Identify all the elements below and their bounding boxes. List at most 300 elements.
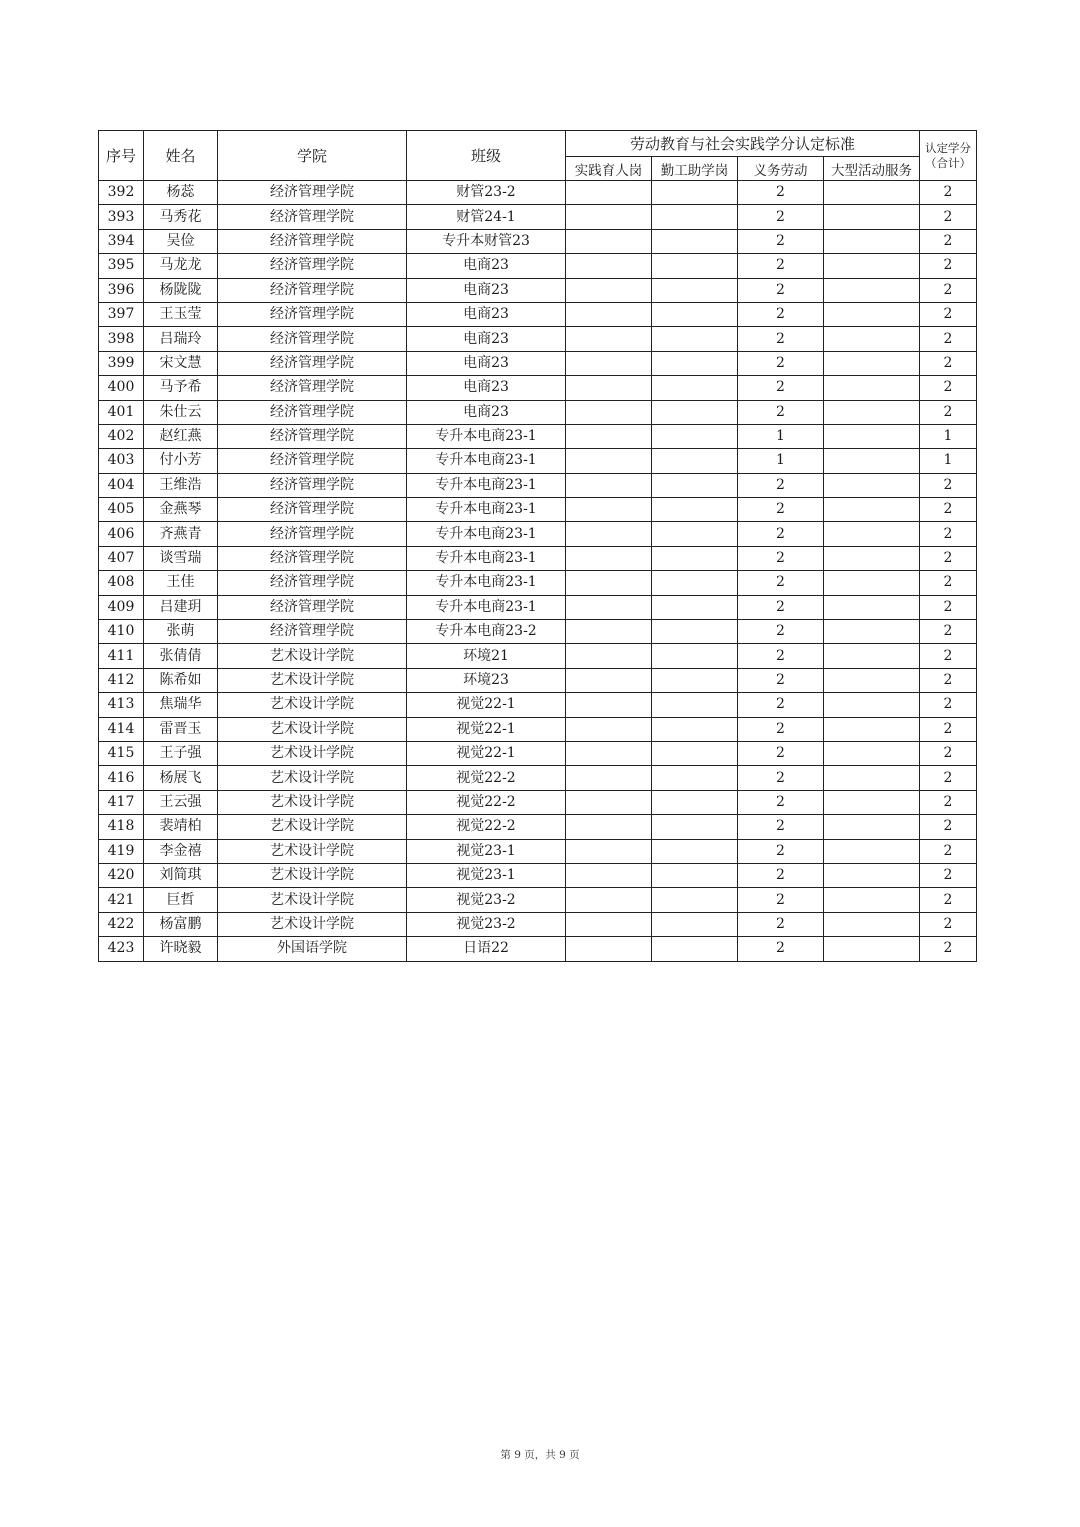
header-row-top xyxy=(99,131,977,157)
cell-college: 经济管理学院 xyxy=(218,449,407,473)
cell-total: 2 xyxy=(920,741,977,765)
table-row xyxy=(99,302,977,326)
cell-large-event-service xyxy=(824,229,920,253)
cell-large-event-service xyxy=(824,546,920,570)
cell-college: 经济管理学院 xyxy=(218,302,407,326)
cell-class: 专升本电商23-1 xyxy=(407,449,566,473)
cell-class: 视觉22-2 xyxy=(407,815,566,839)
cell-seq: 408 xyxy=(99,571,144,595)
table-row xyxy=(99,278,977,302)
cell-large-event-service xyxy=(824,815,920,839)
cell-class: 电商23 xyxy=(407,254,566,278)
cell-large-event-service xyxy=(824,327,920,351)
cell-practice-post xyxy=(566,327,652,351)
table-row xyxy=(99,937,977,961)
cell-college: 经济管理学院 xyxy=(218,351,407,375)
cell-work-study-post xyxy=(652,595,738,619)
cell-large-event-service xyxy=(824,351,920,375)
cell-seq: 393 xyxy=(99,205,144,229)
cell-name: 吴俭 xyxy=(144,229,218,253)
cell-class: 专升本电商23-1 xyxy=(407,424,566,448)
cell-name: 朱仕云 xyxy=(144,400,218,424)
cell-large-event-service xyxy=(824,571,920,595)
cell-name: 马龙龙 xyxy=(144,254,218,278)
cell-practice-post xyxy=(566,449,652,473)
cell-large-event-service xyxy=(824,766,920,790)
cell-total: 2 xyxy=(920,620,977,644)
cell-seq: 412 xyxy=(99,668,144,692)
cell-volunteer-labor: 2 xyxy=(738,546,824,570)
cell-college: 经济管理学院 xyxy=(218,546,407,570)
cell-large-event-service xyxy=(824,302,920,326)
cell-name: 裴靖柏 xyxy=(144,815,218,839)
cell-work-study-post xyxy=(652,376,738,400)
cell-seq: 417 xyxy=(99,790,144,814)
cell-class: 电商23 xyxy=(407,376,566,400)
cell-college: 经济管理学院 xyxy=(218,473,407,497)
cell-volunteer-labor: 2 xyxy=(738,620,824,644)
cell-total: 2 xyxy=(920,400,977,424)
cell-seq: 400 xyxy=(99,376,144,400)
cell-seq: 396 xyxy=(99,278,144,302)
cell-large-event-service xyxy=(824,790,920,814)
cell-work-study-post xyxy=(652,424,738,448)
cell-large-event-service xyxy=(824,449,920,473)
cell-total: 2 xyxy=(920,839,977,863)
cell-work-study-post xyxy=(652,522,738,546)
cell-name: 宋文慧 xyxy=(144,351,218,375)
cell-practice-post xyxy=(566,790,652,814)
cell-seq: 404 xyxy=(99,473,144,497)
cell-work-study-post xyxy=(652,302,738,326)
cell-practice-post xyxy=(566,351,652,375)
cell-class: 视觉23-1 xyxy=(407,863,566,887)
cell-seq: 405 xyxy=(99,498,144,522)
cell-class: 财管23-2 xyxy=(407,181,566,205)
cell-work-study-post xyxy=(652,620,738,644)
cell-volunteer-labor: 2 xyxy=(738,522,824,546)
table-header xyxy=(99,131,977,181)
cell-total: 2 xyxy=(920,327,977,351)
cell-practice-post xyxy=(566,546,652,570)
cell-college: 艺术设计学院 xyxy=(218,668,407,692)
cell-class: 专升本电商23-1 xyxy=(407,522,566,546)
cell-seq: 413 xyxy=(99,693,144,717)
header-work-study-post: 勤工助学岗 xyxy=(652,157,738,181)
cell-name: 巨哲 xyxy=(144,888,218,912)
cell-name: 吕瑞玲 xyxy=(144,327,218,351)
cell-volunteer-labor: 2 xyxy=(738,717,824,741)
cell-large-event-service xyxy=(824,205,920,229)
cell-volunteer-labor: 1 xyxy=(738,424,824,448)
cell-large-event-service xyxy=(824,912,920,936)
cell-seq: 397 xyxy=(99,302,144,326)
cell-total: 2 xyxy=(920,790,977,814)
cell-total: 2 xyxy=(920,912,977,936)
table-row xyxy=(99,912,977,936)
cell-seq: 410 xyxy=(99,620,144,644)
cell-name: 陈希如 xyxy=(144,668,218,692)
cell-class: 环境23 xyxy=(407,668,566,692)
cell-practice-post xyxy=(566,912,652,936)
cell-large-event-service xyxy=(824,741,920,765)
cell-college: 经济管理学院 xyxy=(218,522,407,546)
cell-name: 杨陇陇 xyxy=(144,278,218,302)
cell-work-study-post xyxy=(652,693,738,717)
cell-seq: 395 xyxy=(99,254,144,278)
cell-volunteer-labor: 2 xyxy=(738,327,824,351)
cell-large-event-service xyxy=(824,693,920,717)
cell-volunteer-labor: 2 xyxy=(738,571,824,595)
cell-work-study-post xyxy=(652,278,738,302)
table-row xyxy=(99,888,977,912)
cell-college: 艺术设计学院 xyxy=(218,644,407,668)
cell-volunteer-labor: 2 xyxy=(738,888,824,912)
cell-class: 电商23 xyxy=(407,351,566,375)
header-college: 学院 xyxy=(218,131,407,181)
cell-volunteer-labor: 2 xyxy=(738,839,824,863)
cell-class: 专升本电商23-1 xyxy=(407,595,566,619)
cell-practice-post xyxy=(566,302,652,326)
cell-work-study-post xyxy=(652,400,738,424)
cell-practice-post xyxy=(566,571,652,595)
cell-work-study-post xyxy=(652,766,738,790)
table-row xyxy=(99,668,977,692)
cell-seq: 418 xyxy=(99,815,144,839)
cell-volunteer-labor: 2 xyxy=(738,400,824,424)
cell-practice-post xyxy=(566,205,652,229)
cell-work-study-post xyxy=(652,546,738,570)
cell-volunteer-labor: 2 xyxy=(738,254,824,278)
cell-name: 刘简琪 xyxy=(144,863,218,887)
cell-total: 2 xyxy=(920,278,977,302)
table-body xyxy=(99,181,977,962)
header-total-line1: 认定学分 xyxy=(925,140,972,155)
cell-large-event-service xyxy=(824,595,920,619)
cell-volunteer-labor: 2 xyxy=(738,595,824,619)
cell-large-event-service xyxy=(824,424,920,448)
cell-class: 视觉23-2 xyxy=(407,888,566,912)
cell-work-study-post xyxy=(652,668,738,692)
cell-volunteer-labor: 2 xyxy=(738,668,824,692)
cell-work-study-post xyxy=(652,790,738,814)
cell-seq: 406 xyxy=(99,522,144,546)
cell-practice-post xyxy=(566,888,652,912)
table-row xyxy=(99,498,977,522)
cell-seq: 407 xyxy=(99,546,144,570)
cell-volunteer-labor: 2 xyxy=(738,937,824,961)
table-row xyxy=(99,400,977,424)
cell-college: 艺术设计学院 xyxy=(218,766,407,790)
cell-seq: 416 xyxy=(99,766,144,790)
cell-college: 经济管理学院 xyxy=(218,254,407,278)
cell-volunteer-labor: 2 xyxy=(738,644,824,668)
cell-name: 王云强 xyxy=(144,790,218,814)
cell-name: 王子强 xyxy=(144,741,218,765)
cell-volunteer-labor: 2 xyxy=(738,863,824,887)
cell-college: 经济管理学院 xyxy=(218,376,407,400)
cell-large-event-service xyxy=(824,278,920,302)
cell-college: 艺术设计学院 xyxy=(218,912,407,936)
cell-total: 2 xyxy=(920,205,977,229)
cell-volunteer-labor: 2 xyxy=(738,205,824,229)
cell-class: 专升本电商23-1 xyxy=(407,473,566,497)
cell-volunteer-labor: 2 xyxy=(738,693,824,717)
table-row xyxy=(99,839,977,863)
cell-volunteer-labor: 2 xyxy=(738,351,824,375)
cell-class: 专升本电商23-1 xyxy=(407,571,566,595)
cell-large-event-service xyxy=(824,473,920,497)
cell-large-event-service xyxy=(824,522,920,546)
cell-work-study-post xyxy=(652,717,738,741)
cell-total: 2 xyxy=(920,181,977,205)
table-row xyxy=(99,644,977,668)
cell-volunteer-labor: 2 xyxy=(738,473,824,497)
cell-total: 2 xyxy=(920,668,977,692)
cell-name: 杨展飞 xyxy=(144,766,218,790)
header-volunteer-labor: 义务劳动 xyxy=(738,157,824,181)
header-seq: 序号 xyxy=(99,131,144,181)
cell-class: 财管24-1 xyxy=(407,205,566,229)
cell-name: 谈雪瑞 xyxy=(144,546,218,570)
cell-work-study-post xyxy=(652,912,738,936)
table-row xyxy=(99,741,977,765)
cell-college: 经济管理学院 xyxy=(218,327,407,351)
cell-volunteer-labor: 2 xyxy=(738,912,824,936)
cell-practice-post xyxy=(566,376,652,400)
cell-college: 经济管理学院 xyxy=(218,400,407,424)
header-total xyxy=(920,131,977,181)
cell-work-study-post xyxy=(652,205,738,229)
cell-class: 视觉22-2 xyxy=(407,766,566,790)
cell-name: 焦瑞华 xyxy=(144,693,218,717)
cell-class: 视觉22-2 xyxy=(407,790,566,814)
cell-work-study-post xyxy=(652,741,738,765)
cell-large-event-service xyxy=(824,620,920,644)
cell-work-study-post xyxy=(652,449,738,473)
cell-total: 1 xyxy=(920,424,977,448)
cell-work-study-post xyxy=(652,571,738,595)
cell-practice-post xyxy=(566,620,652,644)
header-practice-post: 实践育人岗 xyxy=(566,157,652,181)
header-name: 姓名 xyxy=(144,131,218,181)
cell-large-event-service xyxy=(824,888,920,912)
cell-name: 雷晋玉 xyxy=(144,717,218,741)
cell-college: 经济管理学院 xyxy=(218,278,407,302)
table-row xyxy=(99,620,977,644)
table-row xyxy=(99,815,977,839)
page-number: 第 9 页，共 9 页 xyxy=(500,1449,580,1461)
cell-total: 2 xyxy=(920,254,977,278)
table-row xyxy=(99,546,977,570)
cell-college: 艺术设计学院 xyxy=(218,790,407,814)
cell-class: 视觉22-1 xyxy=(407,741,566,765)
cell-work-study-post xyxy=(652,229,738,253)
cell-practice-post xyxy=(566,937,652,961)
table-row xyxy=(99,254,977,278)
cell-practice-post xyxy=(566,839,652,863)
cell-work-study-post xyxy=(652,644,738,668)
table-row xyxy=(99,766,977,790)
cell-volunteer-labor: 2 xyxy=(738,766,824,790)
cell-volunteer-labor: 2 xyxy=(738,790,824,814)
cell-total: 2 xyxy=(920,571,977,595)
cell-large-event-service xyxy=(824,498,920,522)
cell-name: 王维浩 xyxy=(144,473,218,497)
cell-name: 张萌 xyxy=(144,620,218,644)
table-row xyxy=(99,473,977,497)
cell-college: 经济管理学院 xyxy=(218,181,407,205)
cell-college: 艺术设计学院 xyxy=(218,741,407,765)
cell-large-event-service xyxy=(824,376,920,400)
cell-practice-post xyxy=(566,400,652,424)
cell-seq: 394 xyxy=(99,229,144,253)
cell-volunteer-labor: 1 xyxy=(738,449,824,473)
cell-college: 经济管理学院 xyxy=(218,229,407,253)
cell-practice-post xyxy=(566,522,652,546)
cell-class: 视觉23-2 xyxy=(407,912,566,936)
cell-work-study-post xyxy=(652,254,738,278)
cell-name: 金燕琴 xyxy=(144,498,218,522)
header-total-line2: （合计） xyxy=(925,155,972,170)
cell-total: 2 xyxy=(920,693,977,717)
cell-practice-post xyxy=(566,595,652,619)
cell-college: 艺术设计学院 xyxy=(218,717,407,741)
cell-total: 2 xyxy=(920,717,977,741)
cell-work-study-post xyxy=(652,863,738,887)
cell-total: 2 xyxy=(920,937,977,961)
cell-seq: 420 xyxy=(99,863,144,887)
cell-seq: 423 xyxy=(99,937,144,961)
cell-college: 艺术设计学院 xyxy=(218,815,407,839)
cell-practice-post xyxy=(566,863,652,887)
cell-large-event-service xyxy=(824,839,920,863)
cell-name: 杨富鹏 xyxy=(144,912,218,936)
cell-class: 专升本电商23-2 xyxy=(407,620,566,644)
cell-large-event-service xyxy=(824,644,920,668)
cell-total: 2 xyxy=(920,815,977,839)
cell-class: 专升本电商23-1 xyxy=(407,546,566,570)
cell-college: 艺术设计学院 xyxy=(218,693,407,717)
cell-large-event-service xyxy=(824,400,920,424)
cell-practice-post xyxy=(566,668,652,692)
cell-large-event-service xyxy=(824,717,920,741)
cell-name: 李金禧 xyxy=(144,839,218,863)
table-row xyxy=(99,449,977,473)
cell-work-study-post xyxy=(652,815,738,839)
cell-seq: 402 xyxy=(99,424,144,448)
table-row xyxy=(99,595,977,619)
table-row xyxy=(99,376,977,400)
table-row xyxy=(99,571,977,595)
cell-work-study-post xyxy=(652,351,738,375)
cell-work-study-post xyxy=(652,181,738,205)
cell-name: 吕建玥 xyxy=(144,595,218,619)
cell-college: 艺术设计学院 xyxy=(218,839,407,863)
cell-large-event-service xyxy=(824,937,920,961)
table-row xyxy=(99,229,977,253)
cell-name: 杨蕊 xyxy=(144,181,218,205)
cell-total: 2 xyxy=(920,473,977,497)
cell-seq: 411 xyxy=(99,644,144,668)
cell-seq: 392 xyxy=(99,181,144,205)
cell-class: 电商23 xyxy=(407,278,566,302)
cell-large-event-service xyxy=(824,668,920,692)
cell-volunteer-labor: 2 xyxy=(738,278,824,302)
table-row xyxy=(99,424,977,448)
cell-practice-post xyxy=(566,644,652,668)
cell-work-study-post xyxy=(652,498,738,522)
header-large-event-service: 大型活动服务 xyxy=(824,157,920,181)
cell-college: 经济管理学院 xyxy=(218,498,407,522)
cell-class: 电商23 xyxy=(407,400,566,424)
table-row xyxy=(99,717,977,741)
cell-total: 2 xyxy=(920,888,977,912)
cell-volunteer-labor: 2 xyxy=(738,229,824,253)
cell-class: 日语22 xyxy=(407,937,566,961)
cell-total: 2 xyxy=(920,546,977,570)
cell-name: 马予希 xyxy=(144,376,218,400)
cell-name: 王佳 xyxy=(144,571,218,595)
cell-college: 经济管理学院 xyxy=(218,620,407,644)
cell-large-event-service xyxy=(824,181,920,205)
cell-seq: 399 xyxy=(99,351,144,375)
cell-total: 2 xyxy=(920,522,977,546)
cell-practice-post xyxy=(566,498,652,522)
table-row xyxy=(99,693,977,717)
table-row xyxy=(99,327,977,351)
cell-practice-post xyxy=(566,278,652,302)
header-class: 班级 xyxy=(407,131,566,181)
cell-practice-post xyxy=(566,181,652,205)
cell-college: 经济管理学院 xyxy=(218,571,407,595)
cell-class: 专升本财管23 xyxy=(407,229,566,253)
header-standard-group: 劳动教育与社会实践学分认定标准 xyxy=(566,131,920,157)
cell-volunteer-labor: 2 xyxy=(738,181,824,205)
cell-seq: 403 xyxy=(99,449,144,473)
cell-practice-post xyxy=(566,424,652,448)
cell-class: 电商23 xyxy=(407,327,566,351)
cell-college: 艺术设计学院 xyxy=(218,863,407,887)
cell-work-study-post xyxy=(652,327,738,351)
cell-total: 2 xyxy=(920,351,977,375)
cell-practice-post xyxy=(566,229,652,253)
cell-total: 2 xyxy=(920,376,977,400)
cell-class: 视觉22-1 xyxy=(407,693,566,717)
cell-volunteer-labor: 2 xyxy=(738,815,824,839)
cell-large-event-service xyxy=(824,254,920,278)
cell-seq: 401 xyxy=(99,400,144,424)
credit-table xyxy=(98,130,977,962)
cell-work-study-post xyxy=(652,839,738,863)
cell-practice-post xyxy=(566,717,652,741)
cell-total: 2 xyxy=(920,595,977,619)
cell-total: 2 xyxy=(920,766,977,790)
cell-total: 2 xyxy=(920,229,977,253)
cell-college: 经济管理学院 xyxy=(218,595,407,619)
cell-practice-post xyxy=(566,693,652,717)
cell-volunteer-labor: 2 xyxy=(738,498,824,522)
table-row xyxy=(99,351,977,375)
cell-seq: 398 xyxy=(99,327,144,351)
cell-class: 视觉23-1 xyxy=(407,839,566,863)
cell-class: 专升本电商23-1 xyxy=(407,498,566,522)
table-row xyxy=(99,522,977,546)
cell-volunteer-labor: 2 xyxy=(738,302,824,326)
cell-practice-post xyxy=(566,815,652,839)
cell-college: 外国语学院 xyxy=(218,937,407,961)
cell-name: 张倩倩 xyxy=(144,644,218,668)
